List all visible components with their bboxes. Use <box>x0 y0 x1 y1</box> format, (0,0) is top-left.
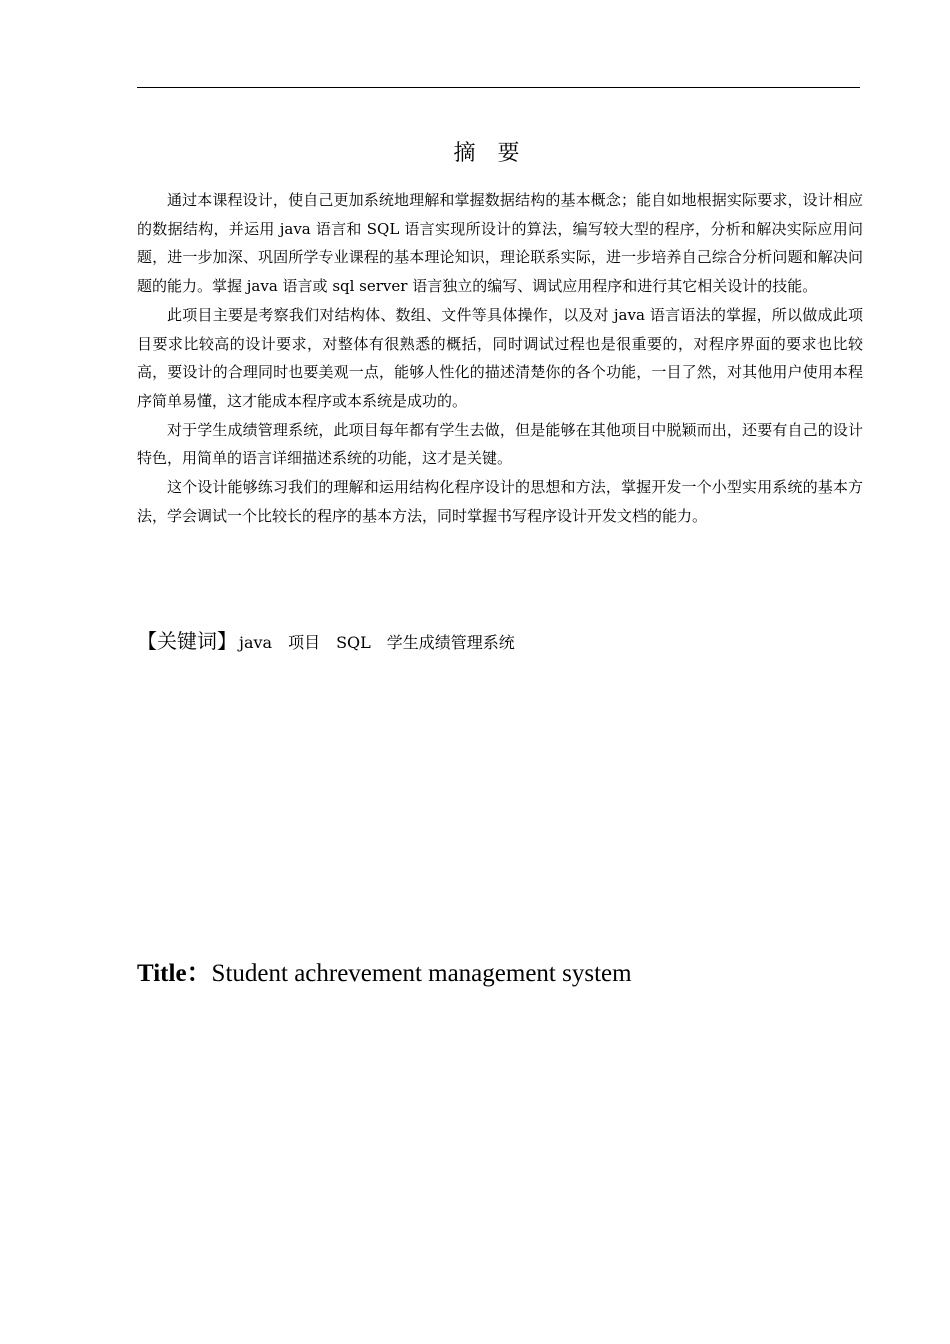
abstract-body <box>137 186 863 530</box>
keyword-item: 项目 <box>288 633 321 652</box>
abstract-heading: 摘要 <box>453 141 542 166</box>
abstract-paragraph: 这个设计能够练习我们的理解和运用结构化程序设计的思想和方法，掌握开发一个小型实用系统的基本方法，学会调试一个比较长的程序的基本方法，同时掌握书写程序设计开发文档的能力。 <box>137 478 863 525</box>
keywords-label: 【关键词】 <box>137 629 237 653</box>
english-title-line <box>137 956 860 992</box>
keyword-item: SQL <box>336 633 371 652</box>
header-rule <box>137 87 860 88</box>
keyword-item: java <box>239 633 273 652</box>
english-title-value: Student achrevement management system <box>211 960 632 987</box>
abstract-paragraph: 此项目主要是考察我们对结构体、数组、文件等具体操作，以及对 java 语言语法的掌握，所以做成此项目要求比较高的设计要求，对整体有很熟悉的概括，同时调试过程也是很重要的，对程序界面的要求也比较高，要设计的合理同时也要美观一点，能够人性化的描述清楚你的各个功能，一目了然，对其他用户使用本程序简单易懂，这才能成本程序或本系统是成功的。 <box>137 305 863 410</box>
abstract-paragraph: 通过本课程设计，使自己更加系统地理解和掌握数据结构的基本概念；能自如地根据实际要求，设计相应的数据结构，并运用 java 语言和 SQL 语言实现所设计的算法，编写较大型的程序，分析和解决实际应用问题，进一步加深、巩固所学专业课程的基本理论知识，理论联系实际，进一步培养自己综合分析问题和解决问题的能力。掌握 java 语言或 sql server 语言独立的编写、调试应用程序和进行其它相关设计的技能。 <box>137 191 863 296</box>
english-title-label: Title： <box>137 960 212 987</box>
abstract-paragraph: 对于学生成绩管理系统，此项目每年都有学生去做，但是能够在其他项目中脱颖而出，还要有自己的设计特色，用简单的语言详细描述系统的功能，这才是关键。 <box>137 420 863 468</box>
keyword-item: 学生成绩管理系统 <box>386 633 515 652</box>
keywords-line <box>137 626 860 658</box>
